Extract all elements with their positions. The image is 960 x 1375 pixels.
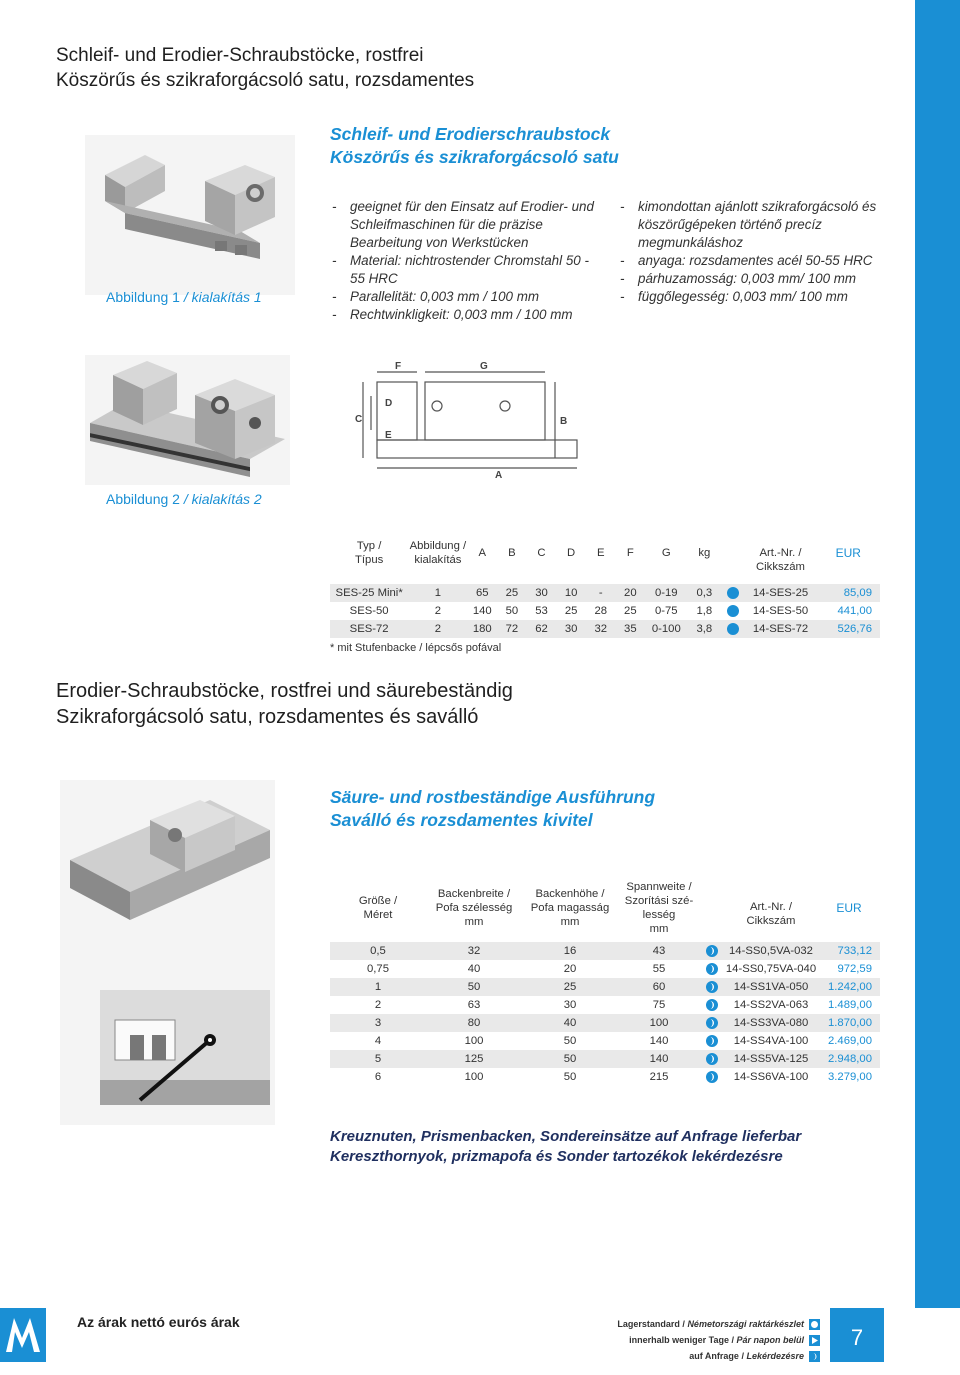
page-title-hu: Köszörűs és szikraforgácsoló satu, rozsdamentes: [56, 70, 475, 91]
cell-f: 35: [616, 620, 646, 638]
cell-height: 20: [563, 963, 577, 975]
cell-abb: 2: [434, 604, 442, 617]
table-row: [330, 1050, 880, 1068]
cell-art: 14-SS1VA-050: [724, 978, 818, 996]
brand-logo: [0, 1308, 46, 1362]
cell-eur: 441,00: [837, 604, 872, 617]
cell-stock: [721, 620, 744, 638]
on-request-icon: [706, 1071, 718, 1083]
th-span-unit: mm: [649, 923, 669, 936]
th-art-hu: Cikkszám: [746, 915, 796, 928]
cell-art: 14-SS5VA-125: [724, 1050, 818, 1068]
few-days-icon: [809, 1335, 820, 1346]
th-abb: [408, 532, 467, 576]
cell-kg: 1,8: [696, 604, 713, 617]
bullet-de: - Material: nichtrostender Chromstahl 50 - 55 HRC: [330, 252, 605, 288]
page-title2-de: Erodier-Schraubstöcke, rostfrei und säurebeständig: [56, 680, 513, 702]
on-request-icon: [706, 1053, 718, 1065]
cell-eur: 972,59: [837, 963, 872, 975]
cell-eur: 1.870,00: [818, 1014, 880, 1032]
cell-width: 50: [426, 978, 522, 996]
cell-width: 80: [426, 1014, 522, 1032]
th-f: F: [616, 532, 646, 576]
dim-label-f: F: [395, 361, 402, 372]
availability-legend: [560, 1316, 820, 1364]
bullet-de: - geeignet für den Einsatz auf Erodier- und Schleifmaschinen für die präzise Bearbeitung von Werkstücken: [330, 198, 605, 252]
cell-art: 14-SS2VA-063: [733, 999, 809, 1011]
th-height-hu: Pofa magasság: [530, 902, 610, 915]
section2-heading-de: Säure- und rostbeständige Ausführung: [330, 787, 656, 807]
on-request-icon: [706, 981, 718, 993]
on-request-icon: [809, 1351, 820, 1362]
cell-a: 140: [472, 604, 492, 617]
th-height-unit: mm: [560, 916, 580, 929]
legend-row-request: [560, 1348, 820, 1364]
cell-art: 14-SS4VA-100: [733, 1035, 809, 1047]
cell-f: 20: [616, 584, 646, 602]
th-kg: kg: [687, 532, 721, 576]
table-row: [330, 942, 880, 960]
page-title-de: Schleif- und Erodier-Schraubstöcke, rostfrei: [56, 45, 424, 66]
dim-label-c: C: [355, 414, 363, 425]
cell-stock: [721, 584, 744, 602]
caption-abbildung-1: [106, 288, 286, 307]
cell-e: -: [586, 584, 616, 602]
cell-height: 25: [522, 978, 618, 996]
cell-width: 32: [426, 942, 522, 960]
cell-art: 14-SES-72: [745, 620, 817, 638]
cell-c: 30: [527, 584, 557, 602]
legend-request-de: auf Anfrage /: [689, 1351, 747, 1361]
table-row: [330, 996, 880, 1014]
table-row: [330, 602, 880, 620]
bullet-hu: - párhuzamosság: 0,003 mm/ 100 mm: [618, 270, 893, 288]
on-request-icon: [706, 945, 718, 957]
table-row: [330, 1032, 880, 1050]
vise-photo-2: [85, 355, 290, 485]
th-c: C: [527, 532, 557, 576]
cell-width: 100: [464, 1071, 484, 1083]
legend-request-hu: Lekérdezésre: [746, 1351, 804, 1361]
cell-eur: 2.948,00: [818, 1050, 880, 1068]
th-art: [724, 880, 818, 938]
cell-size: 5: [330, 1050, 426, 1068]
bullet-hu: - függőlegesség: 0,003 mm/ 100 mm: [618, 288, 893, 306]
th-art-de: Art.-Nr. /: [749, 901, 793, 914]
th-size-hu: Méret: [363, 909, 393, 922]
section1-heading-de: Schleif- und Erodierschraubstock: [330, 124, 611, 144]
cell-eur: 733,12: [818, 942, 880, 960]
th-stock: [721, 532, 744, 576]
legend-days-de: innerhalb weniger Tage /: [629, 1335, 737, 1345]
th-abb-de: Abbildung /: [409, 540, 467, 552]
cell-height: 50: [563, 1035, 577, 1047]
th-height-de: Backenhöhe /: [535, 888, 605, 901]
cell-stock: [700, 996, 724, 1014]
table-row: [330, 584, 880, 602]
price-note: Az árak nettó eurós árak: [77, 1314, 240, 1330]
th-d: D: [556, 532, 586, 576]
cell-span: 60: [618, 978, 700, 996]
cell-typ: SES-72: [330, 620, 408, 638]
cell-span: 140: [649, 1035, 669, 1047]
th-width-de: Backenbreite /: [437, 888, 511, 901]
cell-stock: [700, 1050, 724, 1068]
cell-stock: [700, 942, 724, 960]
cell-stock: [700, 1032, 724, 1050]
stock-standard-icon: [727, 605, 739, 617]
th-width-unit: mm: [464, 916, 484, 929]
on-request-icon: [706, 963, 718, 975]
vise-dimension-drawing: [345, 360, 585, 480]
cell-stock: [700, 978, 724, 996]
cell-b: 50: [505, 604, 519, 617]
stock-standard-icon: [809, 1319, 820, 1330]
th-abb-hu: kialakítás: [414, 554, 462, 566]
th-size: [330, 880, 426, 938]
options-note-hu: Kereszthornyok, prizmapofa és Sonder tartozékok lekérdezésre: [330, 1148, 783, 1165]
cell-span: 215: [649, 1071, 669, 1083]
th-typ: [330, 532, 408, 576]
cell-art: 14-SES-50: [752, 604, 809, 617]
th-typ-de: Typ /: [356, 540, 382, 552]
stock-standard-icon: [727, 623, 739, 635]
cell-d: 10: [556, 584, 586, 602]
dim-label-b: B: [560, 416, 568, 427]
cell-typ: SES-25 Mini*: [330, 584, 408, 602]
bullets-de: [330, 198, 605, 324]
cell-art: 14-SS3VA-080: [724, 1014, 818, 1032]
cell-size: 2: [374, 999, 382, 1011]
dim-label-a: A: [495, 470, 503, 480]
cell-eur: 526,76: [816, 620, 880, 638]
table-row: [330, 620, 880, 638]
cell-width: 125: [426, 1050, 522, 1068]
caption-abbildung-2: [106, 490, 306, 509]
cell-size: 6: [374, 1071, 382, 1083]
th-stock: [700, 880, 724, 938]
on-request-icon: [706, 1017, 718, 1029]
dim-label-d: D: [385, 398, 393, 409]
cell-c: 53: [535, 604, 548, 617]
table-row: [330, 960, 880, 978]
cell-b: 72: [497, 620, 527, 638]
options-note-de: Kreuznuten, Prismenbacken, Sondereinsätze auf Anfrage lieferbar: [330, 1128, 802, 1145]
caption1-hu: / kialakítás 1: [179, 289, 262, 305]
cell-g: 0-75: [654, 604, 678, 617]
cell-c: 62: [527, 620, 557, 638]
cell-eur: 1.242,00: [818, 978, 880, 996]
cell-typ: SES-50: [349, 604, 389, 617]
cell-art: 14-SES-25: [745, 584, 817, 602]
bullet-de: - Parallelität: 0,003 mm / 100 mm: [330, 288, 605, 306]
cell-e: 32: [586, 620, 616, 638]
cell-span: 75: [652, 999, 666, 1011]
cell-kg: 3,8: [687, 620, 721, 638]
table1-footnote: * mit Stufenbacke / lépcsős pofával: [330, 642, 502, 654]
caption2-de: Abbildung 2: [106, 491, 180, 507]
page-number: 7: [830, 1308, 884, 1362]
cell-span: 43: [618, 942, 700, 960]
cell-d: 25: [564, 604, 578, 617]
section1-heading-hu: Köszörűs és szikraforgácsoló satu: [330, 147, 619, 167]
th-eur: EUR: [816, 532, 880, 576]
cell-height: 30: [563, 999, 577, 1011]
cell-height: 40: [522, 1014, 618, 1032]
th-span-hu2: lesség: [642, 909, 676, 922]
cell-size: 3: [330, 1014, 426, 1032]
legend-stock-de: Lagerstandard /: [617, 1319, 688, 1329]
cell-eur: 2.469,00: [828, 1035, 872, 1047]
th-eur: EUR: [818, 880, 880, 938]
th-art: [745, 532, 817, 576]
th-art-de: Art.-Nr. /: [759, 547, 802, 559]
legend-row-stock: [560, 1316, 820, 1332]
cell-abb: 2: [408, 620, 467, 638]
legend-stock-hu: Németországi raktárkészlet: [687, 1319, 804, 1329]
cell-size: 0,75: [367, 963, 389, 975]
cell-stock: [700, 1014, 724, 1032]
cell-d: 30: [556, 620, 586, 638]
table-row: [330, 1014, 880, 1032]
cell-height: 50: [522, 1050, 618, 1068]
cell-size: 4: [374, 1035, 382, 1047]
bullet-hu: - kimondottan ajánlott szikraforgácsoló és köszörűgépeken történő precíz megmunkáláshoz: [618, 198, 893, 252]
cell-a: 65: [467, 584, 497, 602]
cell-size: 1: [330, 978, 426, 996]
cell-width: 63: [467, 999, 481, 1011]
cell-width: 100: [464, 1035, 484, 1047]
th-art-hu: Cikkszám: [756, 561, 805, 573]
cell-size: 0,5: [330, 942, 426, 960]
cell-span: 55: [652, 963, 666, 975]
cell-span: 100: [618, 1014, 700, 1032]
cell-stock: [700, 960, 724, 978]
caption1-de: Abbildung 1: [106, 289, 180, 305]
cell-abb: 1: [408, 584, 467, 602]
th-size-de: Größe /: [358, 895, 398, 908]
cell-eur: 1.489,00: [828, 999, 872, 1011]
th-b: B: [497, 532, 527, 576]
cell-f: 25: [624, 604, 637, 617]
table-ses: [330, 532, 880, 638]
legend-days-hu: Pár napon belül: [736, 1335, 804, 1345]
dim-label-e: E: [385, 430, 392, 441]
section2-heading-hu: Saválló és rozsdamentes kivitel: [330, 810, 593, 830]
dim-label-g: G: [480, 361, 488, 372]
caption2-hu: / kialakítás 2: [179, 491, 262, 507]
cell-b: 25: [497, 584, 527, 602]
cell-e: 28: [594, 604, 608, 617]
cell-width: 40: [467, 963, 481, 975]
th-width: [426, 880, 522, 938]
cell-height: 50: [563, 1071, 577, 1083]
th-width-hu: Pofa szélesség: [435, 902, 513, 915]
bullet-hu: - anyaga: rozsdamentes acél 50-55 HRC: [618, 252, 893, 270]
table-row: [330, 978, 880, 996]
th-span: [618, 880, 700, 938]
stock-standard-icon: [727, 587, 739, 599]
cell-stock: [700, 1068, 724, 1086]
th-span-de: Spannweite /: [626, 881, 692, 894]
legend-row-days: [560, 1332, 820, 1348]
cell-art: 14-SS0,5VA-032: [724, 942, 818, 960]
th-a: A: [467, 532, 497, 576]
side-color-bar: [915, 0, 960, 1308]
table-row: [330, 1068, 880, 1086]
bullets-hu: [618, 198, 893, 306]
cell-g: 0-100: [645, 620, 687, 638]
th-g: G: [645, 532, 687, 576]
cell-g: 0-19: [645, 584, 687, 602]
cell-stock: [721, 602, 744, 620]
vise-photo-1: [85, 135, 295, 295]
th-span-hu1: Szorítási szé-: [624, 895, 694, 908]
cell-eur: 85,09: [816, 584, 880, 602]
cell-art: 14-SS6VA-100: [733, 1071, 809, 1083]
th-e: E: [586, 532, 616, 576]
th-height: [522, 880, 618, 938]
page-title2-hu: Szikraforgácsoló satu, rozsdamentes és saválló: [56, 706, 479, 728]
bullet-de: - Rechtwinkligkeit: 0,003 mm / 100 mm: [330, 306, 605, 324]
cell-span: 140: [618, 1050, 700, 1068]
cell-kg: 0,3: [687, 584, 721, 602]
cell-art: 14-SS0,75VA-040: [725, 963, 817, 975]
cell-height: 16: [522, 942, 618, 960]
th-typ-hu: Típus: [355, 554, 384, 566]
vise-photo-3: [60, 780, 275, 1125]
cell-a: 180: [467, 620, 497, 638]
cell-eur: 3.279,00: [828, 1071, 872, 1083]
on-request-icon: [706, 999, 718, 1011]
table-ss-va: [330, 880, 880, 1086]
on-request-icon: [706, 1035, 718, 1047]
